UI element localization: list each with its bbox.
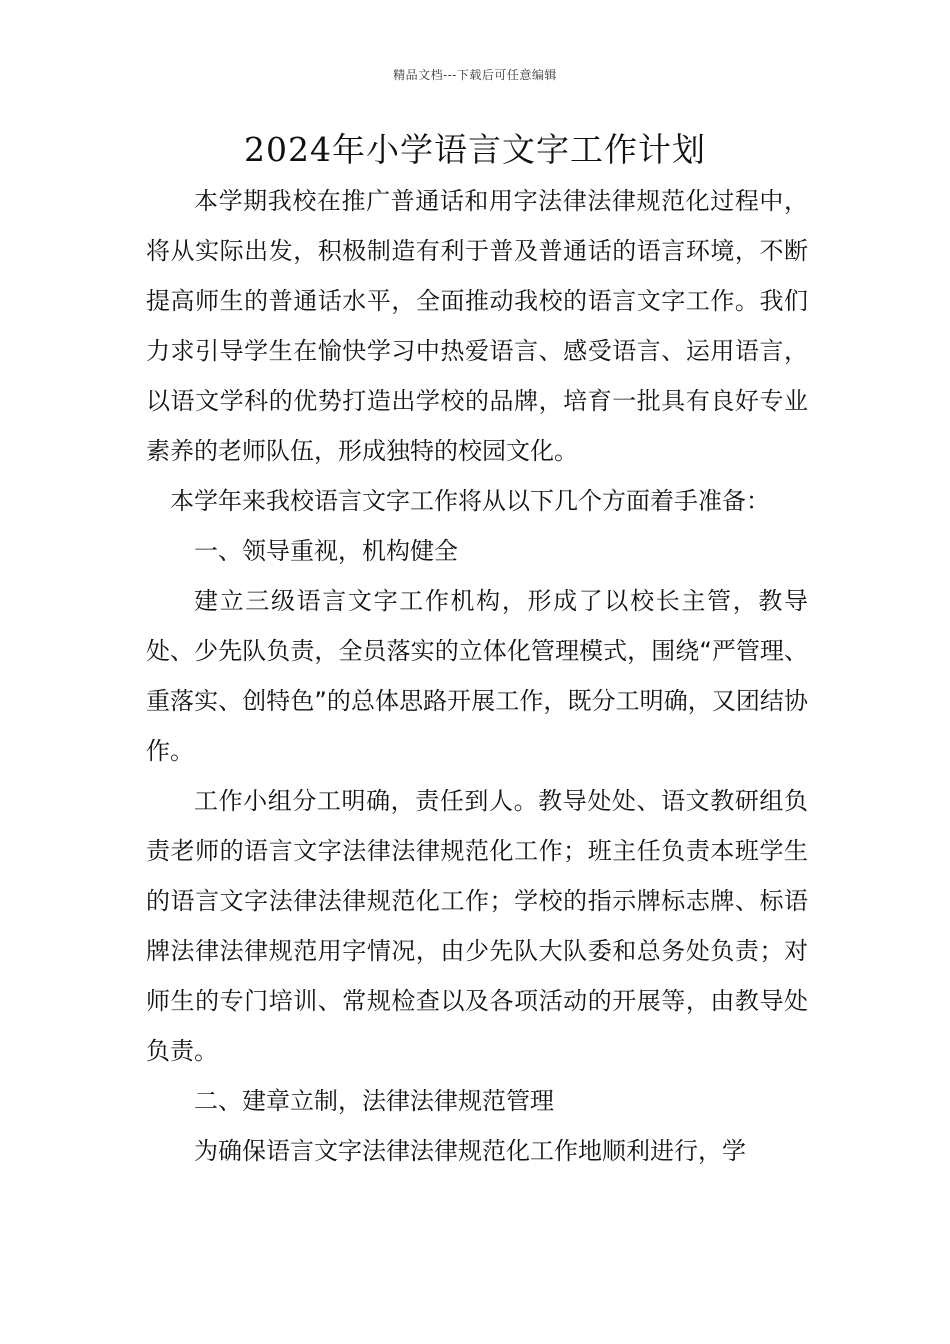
- paragraph-overview: 本学年来我校语言文字工作将从以下几个方面着手准备：: [170, 487, 770, 515]
- paragraph-responsibilities: 工作小组分工明确，责任到人。教导处处、语文教研组负责老师的语言文字法律法律规范化工作；班主任负责本班学生的语言文字法律法律规范化工作；学校的指示牌标志牌、标语牌法律法律规范用字情况，由少先队大队委和总务处负责；对师生的专门培训、常规检查以及各项活动的开展等，由教导处负责。: [146, 787, 808, 1065]
- paragraph-organization: 建立三级语言文字工作机构，形成了以校长主管，教导处、少先队负责，全员落实的立体化管理模式，围绕“严管理、重落实、创特色”的总体思路开展工作，既分工明确，又团结协作。: [146, 587, 808, 765]
- paragraph-management: 为确保语言文字法律法律规范化工作地顺利进行，学: [194, 1137, 746, 1165]
- document-body: [146, 176, 808, 1176]
- header-note: 精品文档---下载后可任意编辑: [393, 68, 557, 82]
- paragraph-intro: 本学期我校在推广普通话和用字法律法律规范化过程中，将从实际出发，积极制造有利于普及普通话的语言环境，不断提高师生的普通话水平，全面推动我校的语言文字工作。我们力求引导学生在愉快学习中热爱语言、感受语言、运用语言，以语文学科的优势打造出学校的品牌，培育一批具有良好专业素养的老师队伍，形成独特的校园文化。: [146, 187, 808, 465]
- section-heading-1: 一、领导重视，机构健全: [194, 537, 458, 565]
- document-title: 2024年小学语言文字工作计划: [244, 130, 706, 169]
- section-heading-2: 二、建章立制，法律法律规范管理: [194, 1087, 554, 1115]
